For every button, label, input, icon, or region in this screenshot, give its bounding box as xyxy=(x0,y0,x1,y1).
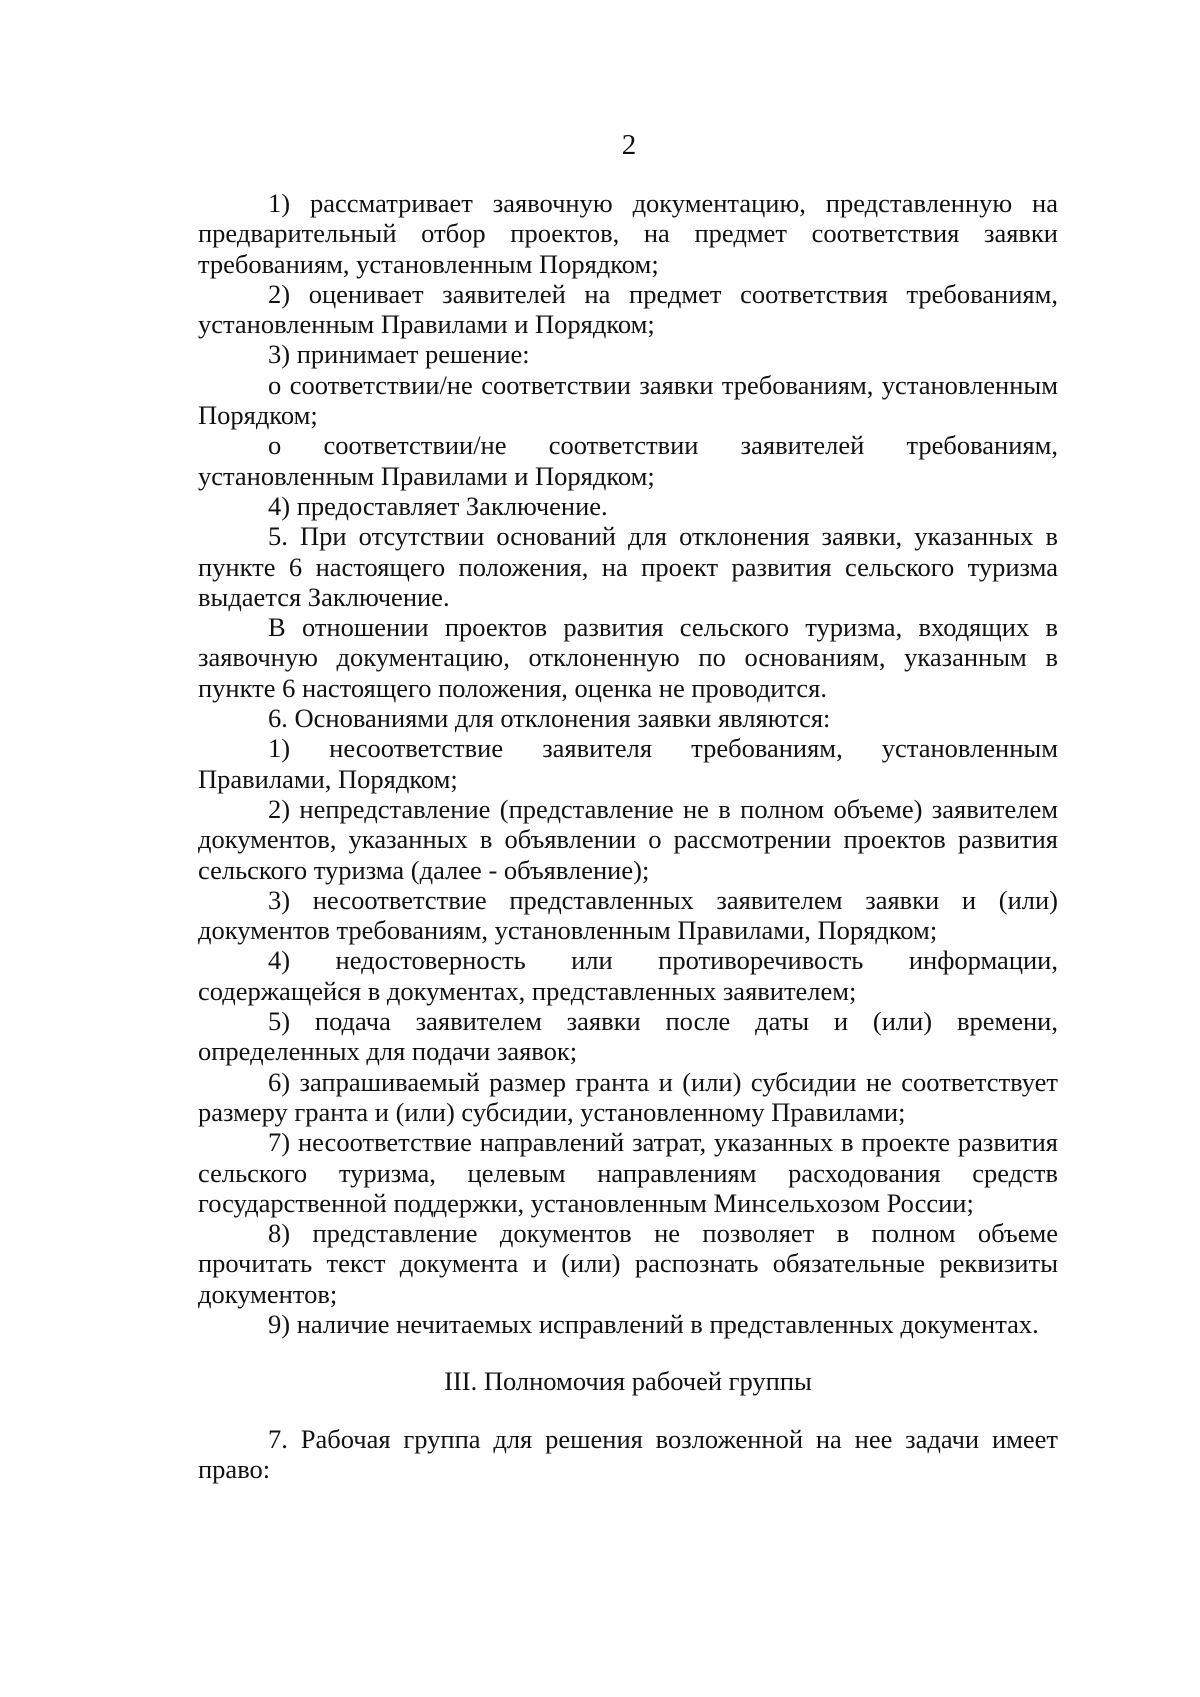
section-heading: III. Полномочия рабочей группы xyxy=(444,1366,812,1397)
paragraph: 5. При отсутствии оснований для отклонения заявки, указанных в пункте 6 настоящего положения, на проект развития сельского туризма выдается Заключение. xyxy=(198,521,1058,612)
page-number: 2 xyxy=(621,129,637,161)
paragraph: о соответствии/не соответствии заявителей требованиям, установленным Правилами и Порядком; xyxy=(198,430,1058,491)
paragraph: 6) запрашиваемый размер гранта и (или) субсидии не соответствует размеру гранта и (или) субсидии, установленному Правилами; xyxy=(198,1066,1058,1127)
paragraph: 7. Рабочая группа для решения возложенной на нее задачи имеет право: xyxy=(198,1423,1058,1484)
document-body xyxy=(198,188,1058,1484)
paragraph: о соответствии/не соответствии заявки требованиям, установленным Порядком; xyxy=(198,369,1058,431)
paragraph: 9) наличие нечитаемых исправлений в представленных документах. xyxy=(268,1308,1039,1339)
paragraph: 7) несоответствие направлений затрат, указанных в проекте развития сельского туризма, целевым направлениям расходования средств государственной поддержки, установленным Минсельхозом России; xyxy=(198,1127,1058,1218)
paragraph: 4) недостоверность или противоречивость информации, содержащейся в документах, представленных заявителем; xyxy=(198,945,1058,1006)
paragraph: 8) представление документов не позволяет в полном объеме прочитать текст документа и (или) распознать обязательные реквизиты документов; xyxy=(198,1218,1058,1309)
paragraph: 6. Основаниями для отклонения заявки являются: xyxy=(268,703,831,734)
paragraph: 5) подача заявителем заявки после даты и (или) времени, определенных для подачи заявок; xyxy=(198,1006,1058,1067)
paragraph: В отношении проектов развития сельского туризма, входящих в заявочную документацию, отклоненную по основаниям, указанным в пункте 6 настоящего положения, оценка не проводится. xyxy=(198,612,1058,703)
paragraph: 1) рассматривает заявочную документацию, представленную на предварительный отбор проектов, на предмет соответствия заявки требованиям, установленным Порядком; xyxy=(198,188,1058,279)
paragraph: 3) принимает решение: xyxy=(268,339,530,370)
paragraph: 2) непредставление (представление не в полном объеме) заявителем документов, указанных в объявлении о рассмотрении проектов развития сельского туризма (далее - объявление); xyxy=(198,793,1058,885)
paragraph: 2) оценивает заявителей на предмет соответствия требованиям, установленным Правилами и Порядком; xyxy=(198,278,1058,340)
paragraph: 4) предоставляет Заключение. xyxy=(268,490,608,521)
paragraph: 1) несоответствие заявителя требованиям, установленным Правилами, Порядком; xyxy=(198,733,1058,794)
paragraph: 3) несоответствие представленных заявителем заявки и (или) документов требованиям, установленным Правилами, Порядком; xyxy=(198,884,1058,946)
